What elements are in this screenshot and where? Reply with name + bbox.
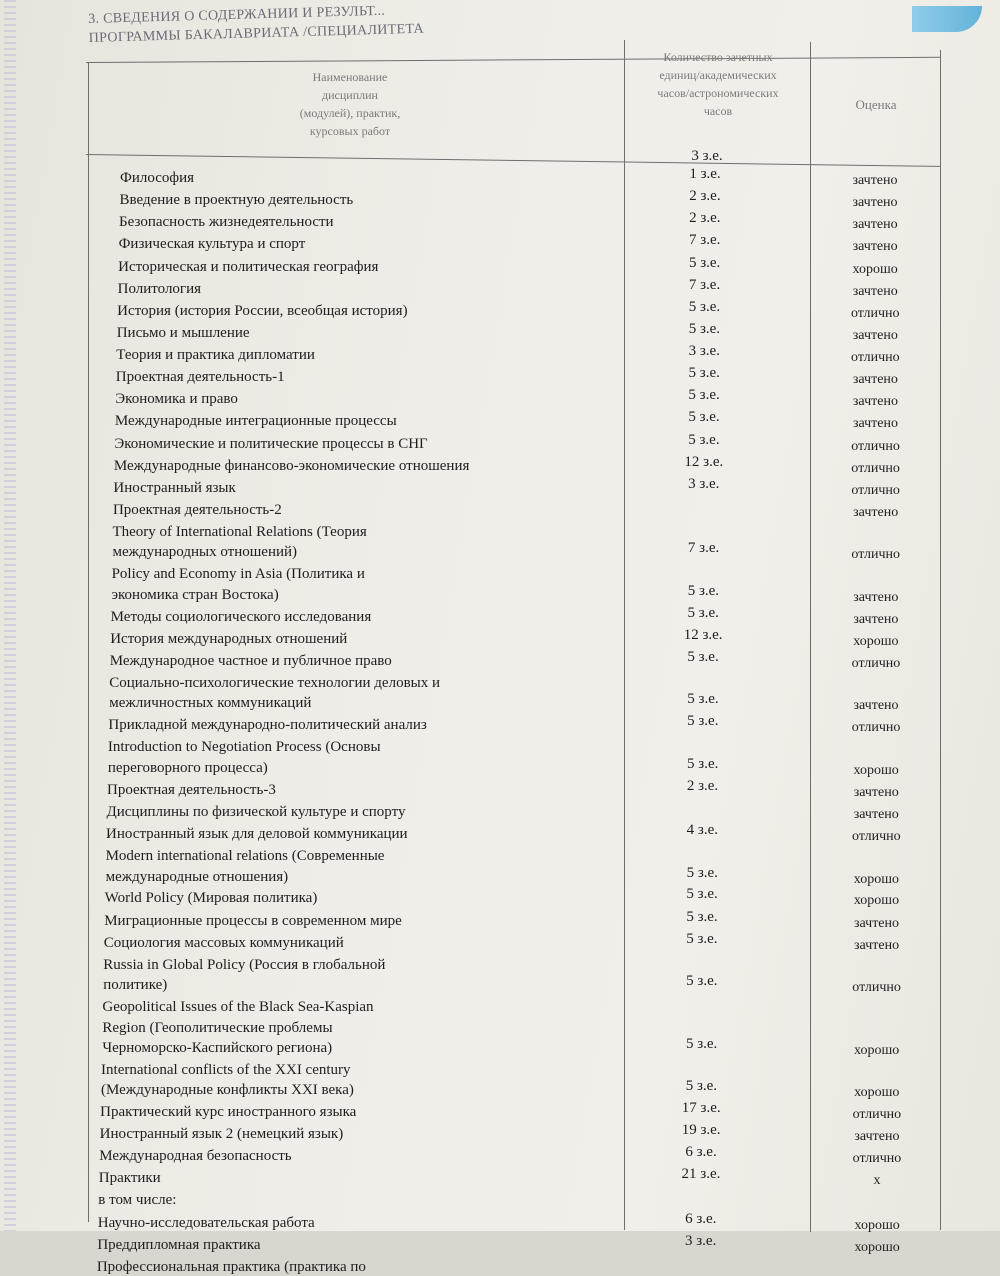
row-20-grade: отлично [851, 655, 901, 671]
row-7-credits: 5 з.е. [688, 320, 721, 337]
row-31-name-line-0: Russia in Global Policy (Россия в глобальной [103, 956, 386, 973]
row-26-credits: 4 з.е. [686, 822, 719, 839]
row-39-grade: хорошо [854, 1217, 900, 1233]
row-5-credits: 7 з.е. [688, 276, 721, 293]
row-0-grade: зачтено [852, 173, 898, 188]
row-32-name-line-2: Черноморско-Каспийского региона) [102, 1039, 333, 1056]
row-32-grade: хорошо [854, 1042, 900, 1058]
row-21-grade: зачтено [853, 698, 899, 714]
row-9-grade: зачтено [852, 372, 898, 388]
row-10-credits: 5 з.е. [688, 387, 720, 404]
row-34-credits: 17 з.е. [681, 1099, 721, 1116]
row-29-credits: 5 з.е. [686, 908, 718, 925]
row-18-grade: зачтено [853, 611, 899, 627]
row-2-credits: 2 з.е. [689, 210, 721, 227]
row-5-name-line-0: Политология [117, 280, 202, 297]
row-8-name-line-0: Теория и практика дипломатии [116, 347, 315, 364]
row-33-name-line-1: (Международные конфликты XXI века) [101, 1081, 354, 1098]
row-22-name-line-0: Прикладной международно-политический анализ [108, 717, 427, 734]
row-27-name-line-1: международные отношения) [105, 868, 289, 885]
row-14-name-line-0: Иностранный язык [113, 479, 236, 496]
row-0-credits: 1 з.е. [689, 166, 721, 182]
row-12-credits: 5 з.е. [688, 431, 720, 448]
row-2-name-line-0: Безопасность жизнедеятельности [119, 214, 334, 231]
row-34-grade: отлично [852, 1106, 902, 1122]
row-4-name-line-0: Историческая и политическая география [118, 258, 379, 275]
row-36-credits: 6 з.е. [685, 1144, 717, 1161]
row-22-credits: 5 з.е. [687, 713, 719, 730]
row-23-credits: 5 з.е. [687, 755, 719, 772]
row-12-grade: отлично [851, 438, 900, 454]
row-3-name-line-0: Физическая культура и спорт [118, 236, 306, 253]
row-19-name-line-0: История международных отношений [110, 630, 348, 647]
row-17-name-line-0: Policy and Economy in Asia (Политика и [111, 566, 365, 583]
row-13-credits: 12 з.е. [684, 453, 724, 470]
row-36-grade: отлично [852, 1151, 902, 1167]
row-16-name-line-1: международных отношений) [112, 544, 298, 561]
row-3-credits: 7 з.е. [689, 232, 721, 249]
row-13-grade: отлично [851, 460, 900, 476]
row-22-grade: отлично [851, 720, 901, 736]
row-31-grade: отлично [852, 980, 901, 996]
row-30-name-line-0: Социология массовых коммуникаций [103, 934, 344, 951]
row-31-name-line-1: политике) [103, 977, 168, 994]
row-17-grade: зачтено [853, 589, 899, 605]
row-35-credits: 19 з.е. [681, 1121, 721, 1138]
row-33-grade: хорошо [854, 1084, 900, 1100]
row-6-name-line-0: История (история России, всеобщая история) [117, 302, 408, 319]
row-30-credits: 5 з.е. [686, 930, 718, 947]
row-20-name-line-0: Международное частное и публичное право [109, 652, 392, 669]
row-37-credits: 21 з.е. [681, 1166, 721, 1183]
row-24-name-line-0: Проектная деятельность-3 [106, 781, 276, 798]
row-31-credits: 5 з.е. [686, 973, 718, 990]
row-28-name-line-0: World Policy (Мировая политика) [104, 890, 318, 907]
row-26-grade: отлично [852, 829, 901, 845]
row-23-name-line-1: переговорного процесса) [107, 759, 268, 776]
row-8-grade: отлично [851, 350, 900, 366]
row-7-name-line-0: Письмо и мышление [116, 324, 250, 341]
credits-column-header: Количество зачетных единиц/академических часов/астрономических часов [657, 50, 779, 118]
row-20-credits: 5 з.е. [687, 648, 719, 665]
row-28-grade: хорошо [853, 893, 900, 909]
row-35-name-line-0: Иностранный язык 2 (немецкий язык) [99, 1125, 344, 1142]
row-1-grade: зачтено [852, 195, 898, 211]
row-24-grade: зачтено [853, 784, 899, 800]
row-17-credits: 5 з.е. [687, 582, 720, 599]
section-title-line-1: 3. СВЕДЕНИЯ О СОДЕРЖАНИИ И РЕЗУЛЬТ... [88, 3, 386, 27]
row-4-grade: хорошо [852, 261, 898, 277]
row-23-name-line-0: Introduction to Negotiation Process (Основы [107, 739, 381, 756]
row-30-grade: зачтено [854, 937, 900, 953]
row-0-name-line-0: Философия [120, 170, 195, 186]
row-39-credits: 6 з.е. [685, 1210, 717, 1227]
grade-column-header: Оценка [855, 97, 897, 112]
row-29-name-line-0: Миграционные процессы в современном мире [104, 912, 402, 929]
row-32-credits: 5 з.е. [685, 1035, 718, 1052]
row-25-name-line-0: Дисциплины по физической культуре и спорту [106, 803, 406, 820]
row-40-credits: 3 з.е. [685, 1232, 717, 1249]
row-36-name-line-0: Международная безопасность [99, 1148, 292, 1165]
row-27-grade: хорошо [853, 871, 899, 887]
first-credit-value: 3 з.е. [691, 148, 723, 164]
row-2-grade: зачтено [852, 217, 898, 233]
row-33-name-line-0: International conflicts of the XXI century [101, 1061, 351, 1078]
row-35-grade: зачтено [854, 1128, 900, 1144]
row-9-credits: 5 з.е. [688, 365, 720, 382]
row-27-credits: 5 з.е. [686, 864, 718, 881]
row-32-name-line-1: Region (Геополитические проблемы [102, 1019, 333, 1036]
row-15-grade: зачтено [853, 504, 899, 520]
row-14-credits: 3 з.е. [688, 475, 720, 492]
row-11-grade: зачтено [852, 416, 899, 432]
row-6-grade: отлично [850, 305, 900, 321]
row-3-grade: зачтено [852, 239, 898, 255]
row-10-grade: зачтено [852, 394, 898, 410]
row-40-grade: хорошо [854, 1239, 900, 1255]
row-39-name-line-0: Научно-исследовательская работа [97, 1214, 315, 1231]
row-24-credits: 2 з.е. [686, 777, 719, 794]
row-40-name-line-0: Преддипломная практика [97, 1236, 261, 1253]
row-27-name-line-0: Modern international relations (Современные [105, 848, 385, 865]
row-11-name-line-0: Международные интеграционные процессы [114, 413, 397, 430]
row-19-grade: хорошо [853, 633, 899, 649]
row-37-name-line-0: Практики [98, 1170, 161, 1187]
row-32-name-line-0: Geopolitical Issues of the Black Sea-Kaspian [102, 999, 374, 1016]
row-21-name-line-1: межличностных коммуникаций [109, 695, 312, 712]
row-17-name-line-1: экономика стран Востока) [111, 586, 279, 603]
section-title-line-2: ПРОГРАММЫ БАКАЛАВРИАТА /СПЕЦИАЛИТЕТА [88, 21, 425, 46]
row-18-name-line-0: Методы социологического исследования [110, 608, 372, 625]
row-33-credits: 5 з.е. [685, 1077, 718, 1094]
row-4-credits: 5 з.е. [688, 254, 721, 271]
row-29-grade: зачтено [853, 915, 900, 931]
row-13-name-line-0: Международные финансово-экономические отношения [113, 457, 470, 474]
row-26-name-line-0: Иностранный язык для деловой коммуникации [106, 826, 408, 843]
row-11-credits: 5 з.е. [688, 409, 720, 426]
row-18-credits: 5 з.е. [687, 604, 719, 621]
row-9-name-line-0: Проектная деятельность-1 [115, 369, 285, 386]
row-14-grade: отлично [851, 482, 900, 498]
row-21-name-line-0: Социально-психологические технологии деловых и [109, 675, 441, 692]
row-41-name-line-0: Профессиональная практика (практика по [96, 1258, 366, 1275]
row-21-credits: 5 з.е. [687, 691, 719, 708]
row-25-grade: зачтено [853, 806, 899, 822]
row-10-name-line-0: Экономика и право [115, 391, 238, 408]
row-7-grade: зачтено [852, 327, 898, 343]
row-23-grade: хорошо [853, 762, 899, 778]
row-6-credits: 5 з.е. [688, 298, 721, 315]
row-28-credits: 5 з.е. [686, 886, 718, 903]
row-1-credits: 2 з.е. [689, 188, 721, 205]
name-column-header: Наименование дисциплин (модулей), практик, курсовых работ [299, 70, 401, 138]
row-8-credits: 3 з.е. [688, 343, 720, 360]
row-12-name-line-0: Экономические и политические процессы в СНГ [114, 435, 428, 452]
row-16-grade: отлично [851, 547, 900, 563]
row-34-name-line-0: Практический курс иностранного языка [100, 1103, 357, 1120]
row-5-grade: зачтено [852, 283, 898, 299]
row-16-name-line-0: Theory of International Relations (Теория [112, 524, 367, 541]
row-19-credits: 12 з.е. [683, 626, 723, 643]
row-15-name-line-0: Проектная деятельность-2 [112, 501, 282, 518]
row-38-name-line-0: в том числе: [98, 1192, 177, 1209]
row-37-grade: x [873, 1173, 881, 1189]
row-1-name-line-0: Введение в проектную деятельность [119, 192, 354, 209]
row-16-credits: 7 з.е. [687, 540, 720, 557]
